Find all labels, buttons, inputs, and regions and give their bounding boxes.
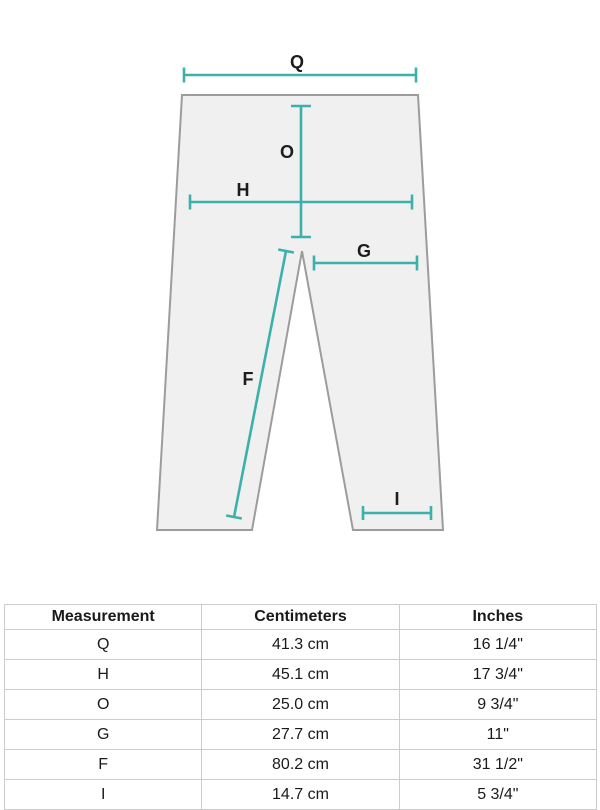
table-header-row: [5, 605, 597, 630]
table-row: [5, 720, 597, 750]
cell-measurement: O: [5, 690, 202, 720]
cell-centimeters: 25.0 cm: [202, 690, 399, 720]
measure-label-q: Q: [289, 52, 305, 72]
cell-measurement: Q: [5, 630, 202, 660]
table-row: [5, 630, 597, 660]
header-inches: Inches: [399, 605, 596, 630]
cell-centimeters: 27.7 cm: [202, 720, 399, 750]
cell-measurement: I: [5, 780, 202, 810]
table-row: [5, 750, 597, 780]
header-measurement: Measurement: [5, 605, 202, 630]
cell-centimeters: 45.1 cm: [202, 660, 399, 690]
cell-centimeters: 80.2 cm: [202, 750, 399, 780]
measure-label-g: G: [356, 241, 372, 261]
table-row: [5, 690, 597, 720]
measure-label-f: F: [242, 369, 254, 389]
cell-inches: 9 3/4": [399, 690, 596, 720]
measure-label-h: H: [236, 180, 250, 200]
cell-measurement: F: [5, 750, 202, 780]
cell-centimeters: 41.3 cm: [202, 630, 399, 660]
cell-inches: 17 3/4": [399, 660, 596, 690]
cell-inches: 11": [399, 720, 596, 750]
cell-inches: 31 1/2": [399, 750, 596, 780]
header-centimeters: Centimeters: [202, 605, 399, 630]
cell-inches: 16 1/4": [399, 630, 596, 660]
cell-measurement: G: [5, 720, 202, 750]
cell-inches: 5 3/4": [399, 780, 596, 810]
measure-label-i: I: [394, 489, 400, 509]
cell-measurement: H: [5, 660, 202, 690]
measure-label-o: O: [279, 142, 295, 162]
cell-centimeters: 14.7 cm: [202, 780, 399, 810]
table-row: [5, 660, 597, 690]
table-row: [5, 780, 597, 810]
measurement-table: [4, 604, 597, 810]
